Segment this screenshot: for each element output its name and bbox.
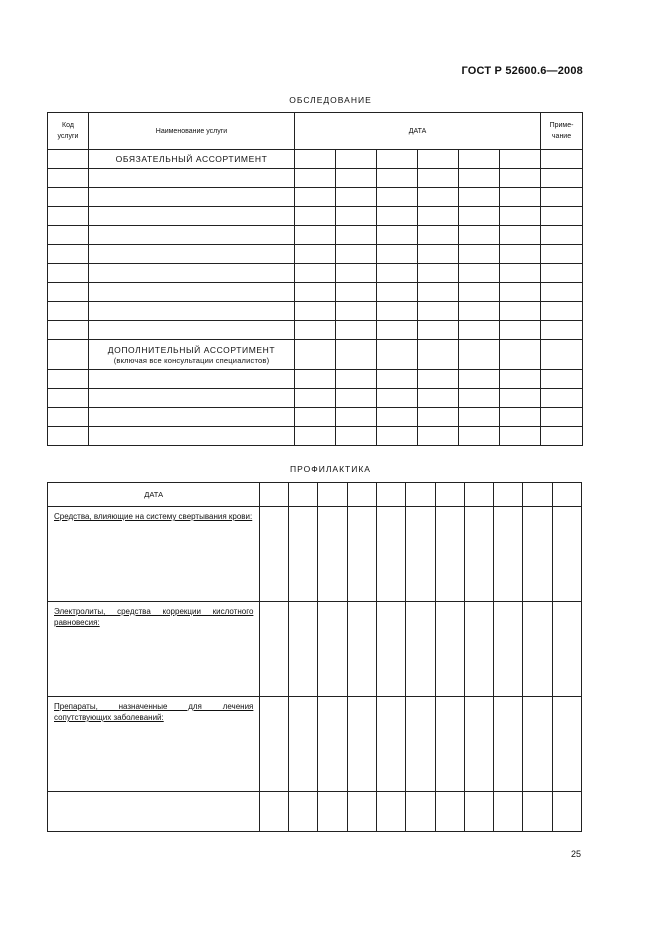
- prophylaxis-title: ПРОФИЛАКТИКА: [290, 464, 371, 474]
- category-coagulation: Средства, влияющие на систему свертывания крови:: [48, 507, 260, 602]
- date-label-cell: ДАТА: [48, 483, 260, 507]
- table-row: [48, 302, 583, 321]
- table-row: [48, 169, 583, 188]
- table-row: [48, 226, 583, 245]
- table-row: [48, 427, 583, 446]
- col-date-header: ДАТА: [295, 113, 541, 150]
- category-comorbidities: Препараты, назначенные для лечения сопутствующих заболеваний:: [48, 697, 260, 792]
- section-additional-note: (включая все консультации специалистов): [113, 355, 270, 365]
- section-required-label: ОБЯЗАТЕЛЬНЫЙ АССОРТИМЕНТ: [89, 150, 295, 169]
- table-row: [48, 389, 583, 408]
- category-row: [48, 697, 582, 792]
- table-row: [48, 321, 583, 340]
- table-row: [48, 188, 583, 207]
- category-row: [48, 507, 582, 602]
- table-row: [48, 408, 583, 427]
- table-row: [48, 792, 582, 832]
- section-additional-row: [48, 340, 583, 370]
- standard-header: ГОСТ Р 52600.6—2008: [461, 65, 583, 77]
- table-row: [48, 245, 583, 264]
- exam-title: ОБСЛЕДОВАНИЕ: [289, 95, 372, 105]
- col-code-header: Код услуги: [48, 113, 89, 150]
- table-row: [48, 207, 583, 226]
- table-row: [48, 283, 583, 302]
- exam-table: [47, 112, 583, 446]
- page-number: 25: [570, 849, 581, 859]
- category-electrolytes: Электролиты, средства коррекции кислотного равновесия:: [48, 602, 260, 697]
- col-note-header: Приме-чание: [541, 113, 583, 150]
- col-name-header: Наименование услуги: [89, 113, 295, 150]
- section-required-row: [48, 150, 583, 169]
- prophylaxis-table: [47, 482, 582, 832]
- table-row: [48, 370, 583, 389]
- table-row: [48, 264, 583, 283]
- section-additional-label: ДОПОЛНИТЕЛЬНЫЙ АССОРТИМЕНТ (включая все консультации специалистов): [89, 340, 295, 370]
- category-row: [48, 602, 582, 697]
